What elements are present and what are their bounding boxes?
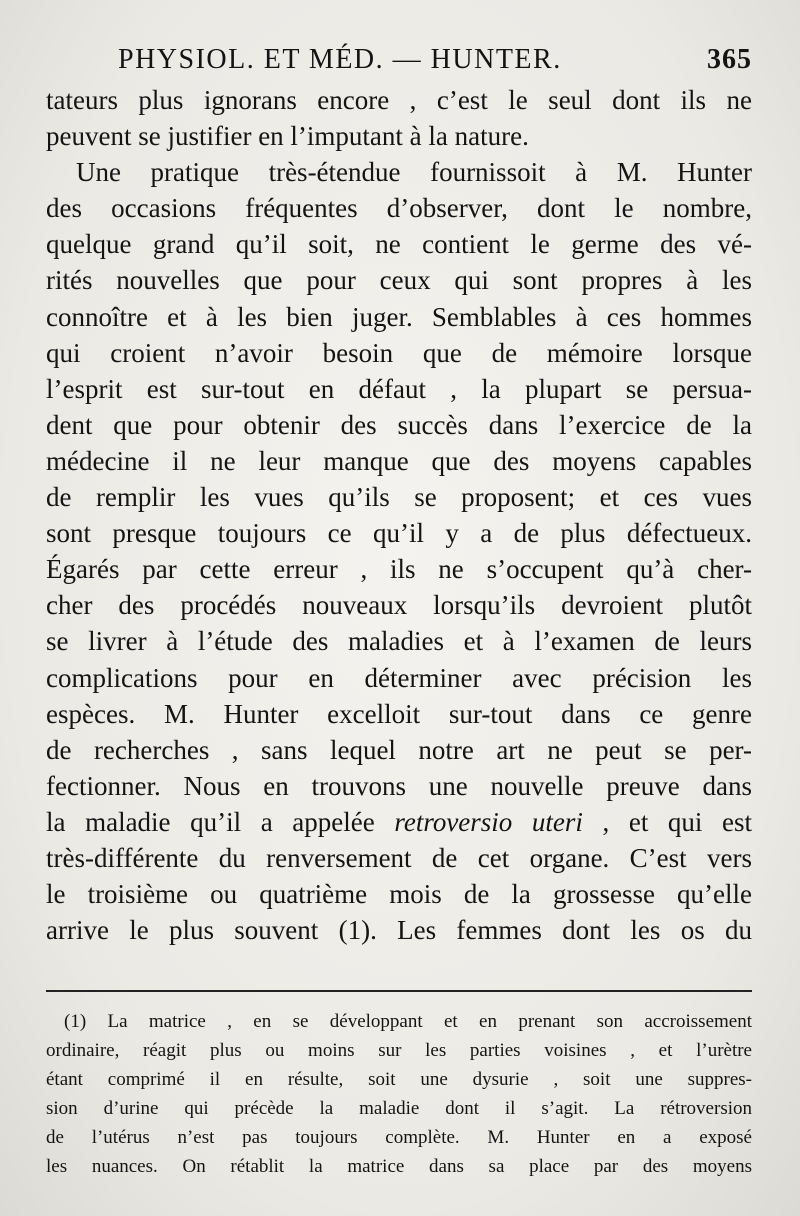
text-line: se livrer à l’étude des maladies et à l’examen de leurs: [46, 626, 752, 657]
text-line: de recherches , sans lequel notre art ne peut se per-: [46, 734, 752, 765]
text-line: de remplir les vues qu’ils se proposent; et ces vues: [46, 482, 752, 513]
text-line: sont presque toujours ce qu’il y a de plus défectueux.: [46, 518, 752, 549]
text-line: médecine il ne leur manque que des moyens capables: [46, 445, 752, 476]
text-line: Égarés par cette erreur , ils ne s’occupent qu’à cher-: [46, 554, 752, 585]
text-line: peuvent se justifier en l’imputant à la nature.: [46, 121, 529, 152]
running-header: [118, 44, 752, 84]
text-line: arrive le plus souvent (1). Les femmes dont les os du: [46, 915, 752, 946]
text-line: cher des procédés nouveaux lorsqu’ils devroient plutôt: [46, 590, 752, 621]
text-line: des occasions fréquentes d’observer, dont le nombre,: [46, 193, 752, 224]
footnote-line: les nuances. On rétablit la matrice dans sa place par des moyens: [46, 1156, 752, 1177]
footnote-line: étant comprimé il en résulte, soit une dysurie , soit une suppres-: [46, 1069, 752, 1090]
text-line: le troisième ou quatrième mois de la grossesse qu’elle: [46, 879, 752, 910]
text-line: complications pour en déterminer avec précision les: [46, 662, 752, 693]
footnote-line: (1) La matrice , en se développant et en prenant son accroissement: [64, 1011, 752, 1032]
text-line: très-différente du renversement de cet organe. C’est vers: [46, 842, 752, 873]
text-line: qui croient n’avoir besoin que de mémoire lorsque: [46, 337, 752, 368]
footnote-line: ordinaire, réagit plus ou moins sur les parties voisines , et l’urètre: [46, 1040, 752, 1061]
text-line: l’esprit est sur-tout en défaut , la plupart se persua-: [46, 373, 752, 404]
text-segment: , et qui est: [582, 806, 752, 837]
main-text: [46, 82, 752, 948]
text-line: quelque grand qu’il soit, ne contient le germe des vé-: [46, 229, 752, 260]
page-number: 365: [707, 44, 752, 75]
text-line: dent que pour obtenir des succès dans l’exercice de la: [46, 409, 752, 440]
footnote-line: de l’utérus n’est pas toujours complète. M. Hunter en a exposé: [46, 1127, 752, 1148]
running-title: PHYSIOL. ET MÉD. — HUNTER.: [118, 44, 562, 75]
text-line: fectionner. Nous en trouvons une nouvelle preuve dans: [46, 770, 752, 801]
text-line: rités nouvelles que pour ceux qui sont propres à les: [46, 265, 752, 296]
text-segment: la maladie qu’il a appelée: [46, 806, 395, 837]
footnote-block: [46, 1007, 752, 1181]
text-line: Une pratique très-étendue fournissoit à M. Hunter: [76, 157, 752, 188]
text-line-with-italic: [46, 804, 752, 840]
italic-term: retroversio uteri: [394, 806, 583, 837]
text-line: tateurs plus ignorans encore , c’est le seul dont ils ne: [46, 85, 752, 115]
footnote-line: sion d’urine qui précède la maladie dont il s’agit. La rétroversion: [46, 1098, 752, 1119]
text-line: connoître et à les bien juger. Semblables à ces hommes: [46, 301, 752, 332]
footnote-divider: [46, 990, 752, 992]
text-line: espèces. M. Hunter excelloit sur-tout dans ce genre: [46, 698, 752, 729]
